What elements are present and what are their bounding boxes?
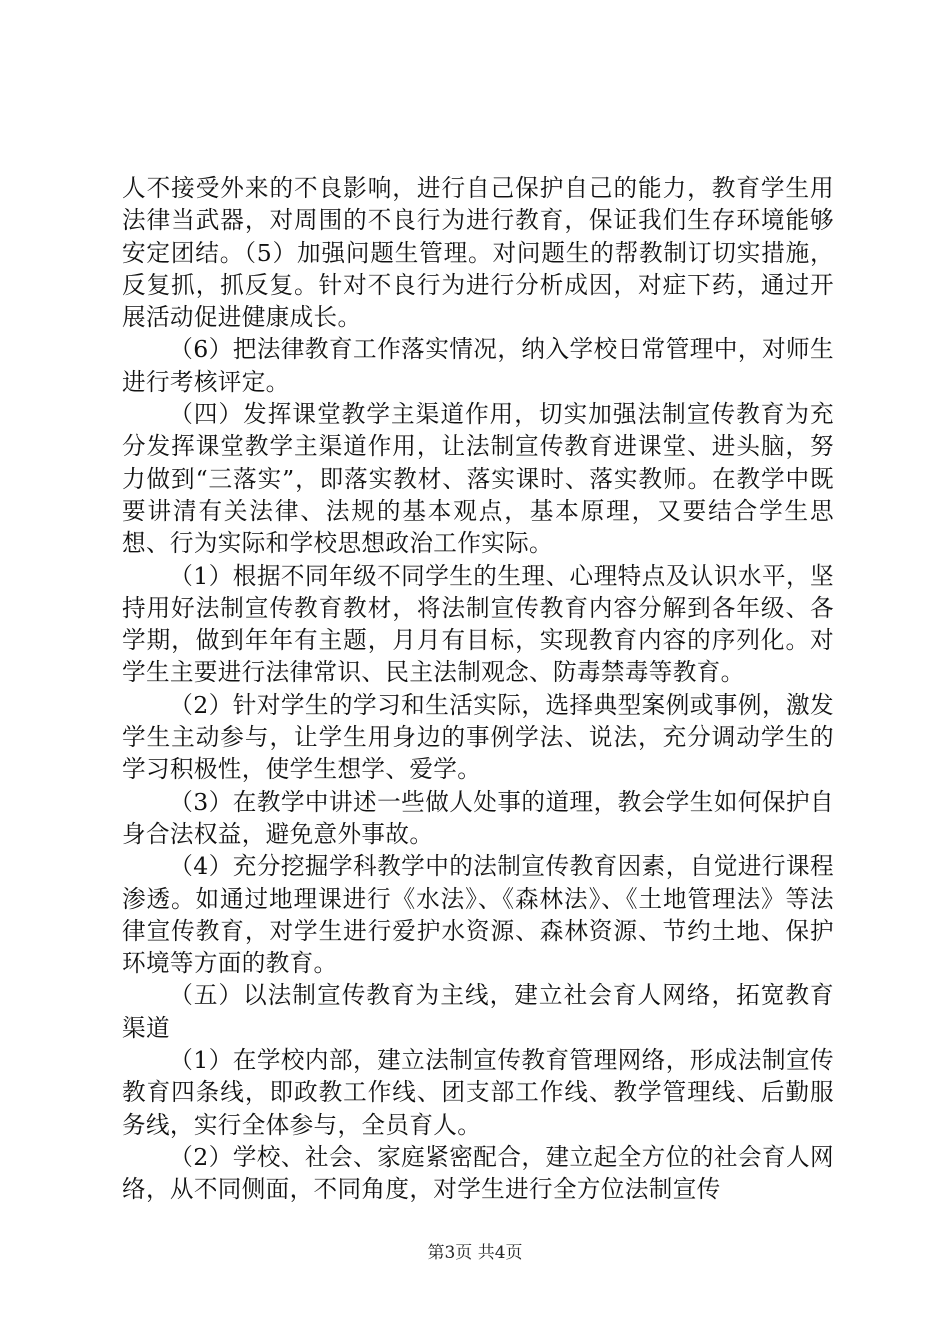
paragraph-10: （2）学校、社会、家庭紧密配合，建立起全方位的社会育人网络，从不同侧面，不同角度，对学生进行全方位法制宣传 — [122, 1142, 834, 1204]
paragraph-5: （2）针对学生的学习和生活实际，选择典型案例或事例，激发学生主动参与，让学生用身边的事例学法、说法，充分调动学生的学习积极性，使学生想学、爱学。 — [122, 690, 834, 784]
paragraph-6: （3）在教学中讲述一些做人处事的道理，教会学生如何保护自身合法权益，避免意外事故。 — [122, 787, 834, 848]
paragraph-7: （4）充分挖掘学科教学中的法制宣传教育因素，自觉进行课程渗透。如通过地理课进行《水法》、《森林法》、《土地管理法》等法律宣传教育，对学生进行爱护水资源、森林资源、节约土地、保护环境等方面的教育。 — [122, 852, 834, 978]
page-number-footer: 第3页 共4页 — [427, 1243, 523, 1263]
paragraph-8: （五）以法制宣传教育为主线，建立社会育人网络，拓宽教育渠道 — [122, 981, 834, 1042]
paragraph-1: 人不接受外来的不良影响，进行自己保护自己的能力，教育学生用法律当武器，对周围的不良行为进行教育，保证我们生存环境能够安定团结。（5）加强问题生管理。对问题生的帮教制订切实措施，反复抓，抓反复。针对不良行为进行分析成因，对症下药，通过开展活动促进健康成长。 — [122, 174, 834, 332]
body-text — [122, 172, 834, 1206]
paragraph-4: （1）根据不同年级不同学生的生理、心理特点及认识水平，坚持用好法制宣传教育教材，将法制宣传教育内容分解到各年级、各学期，做到年年有主题，月月有目标，实现教育内容的序列化。对学生主要进行法律常识、民主法制观念、防毒禁毒等教育。 — [122, 561, 834, 687]
paragraph-3: （四）发挥课堂教学主渠道作用，切实加强法制宣传教育为充分发挥课堂教学主渠道作用，让法制宣传教育进课堂、进头脑，努力做到“三落实”，即落实教材、落实课时、落实教师。在教学中既要讲清有关法律、法规的基本观点，基本原理，又要结合学生思想、行为实际和学校思想政治工作实际。 — [122, 400, 834, 558]
paragraph-9: （1）在学校内部，建立法制宣传教育管理网络，形成法制宣传教育四条线，即政教工作线、团支部工作线、教学管理线、后勤服务线，实行全体参与，全员育人。 — [122, 1046, 834, 1139]
paragraph-2: （6）把法律教育工作落实情况，纳入学校日常管理中，对师生进行考核评定。 — [122, 335, 834, 396]
